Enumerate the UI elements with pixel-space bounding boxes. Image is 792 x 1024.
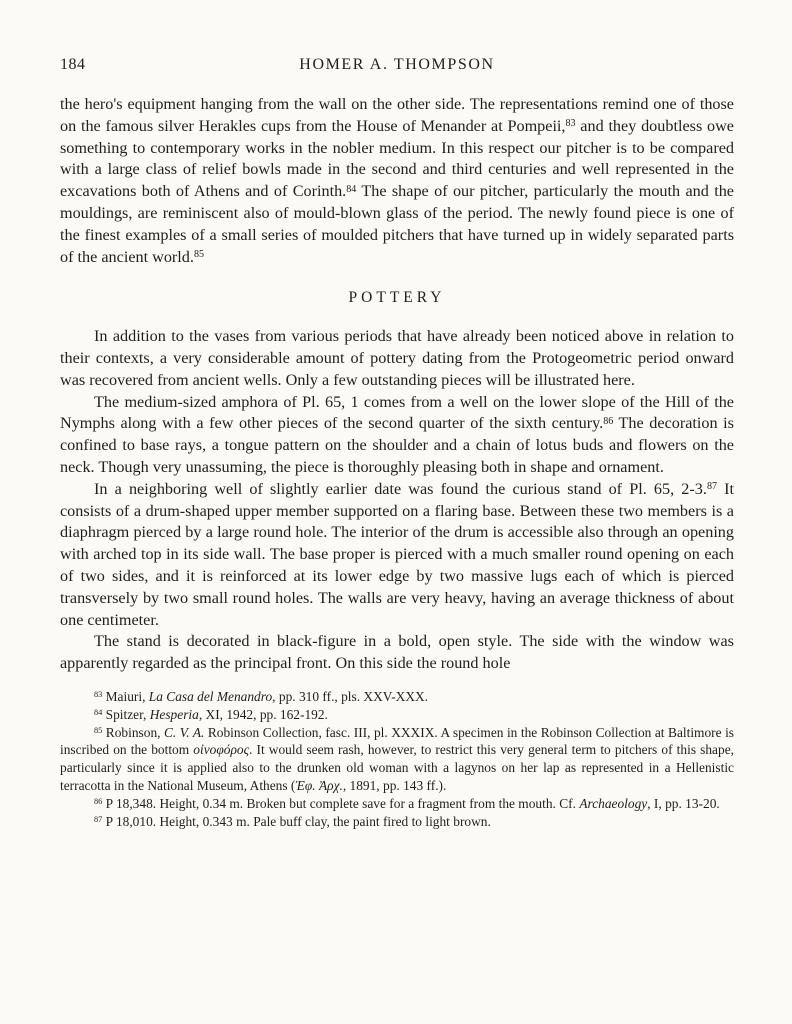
body-paragraph-5 (60, 631, 734, 675)
body-paragraph-1 (60, 94, 734, 268)
text-run: the hero's equipment hanging from the wall on the other side. The representations remind one of those on the famous silver Herakles cups from the House of Menander at Pompeii, (60, 95, 734, 135)
footnote-number-86: 86 (94, 796, 103, 806)
footnote-86 (60, 795, 734, 813)
text-run: Robinson, (102, 724, 164, 740)
text-run: , 1891, pp. 143 ff.). (342, 777, 447, 793)
text-run: Spitzer, (102, 706, 150, 722)
text-run: Robinson Collection, fasc. III, pl. XXXIX. A specimen in the Robinson Collection at Baltimore is inscribed on the bottom (60, 724, 735, 758)
footnotes-section (60, 688, 734, 830)
greek-journal-abbrev: Ἐφ. Ἀρχ. (295, 777, 343, 793)
text-run: , XI, 1942, pp. 162-192. (198, 706, 328, 722)
text-run: The shape of our pitcher, particularly the mouth and the mouldings, are reminiscent also of mould-blown glass of the period. The newly found piece is one of the finest examples of a small series of moulded pitchers that have turned up in widely separated parts of the ancient world. (60, 182, 734, 266)
text-run: In a neighboring well of slightly earlier date was found the curious stand of Pl. 65, 2-3. (94, 479, 707, 498)
italic-title: C. V. A. (163, 724, 205, 740)
footnote-number-83: 83 (94, 690, 103, 700)
footnote-83 (60, 688, 734, 706)
text-run: The medium-sized amphora of Pl. 65, 1 comes from a well on the lower slope of the Hill of the Nymphs along with a few other pieces of the second quarter of the sixth century. (60, 392, 734, 433)
article-body (60, 94, 734, 675)
text-run: The decoration is confined to base rays, a tongue pattern on the shoulder and a chain of lotus buds and flowers on the neck. Though very unassuming, the piece is thoroughly pleasing both in shape and ornament. (60, 414, 734, 476)
section-heading: POTTERY (348, 289, 446, 307)
text-run: P 18,348. Height, 0.34 m. Broken but complete save for a fragment from the mouth. Cf. (102, 795, 580, 811)
footnote-marker-83: 83 (565, 118, 576, 130)
italic-title: La Casa del Menandro (148, 688, 273, 704)
footnote-marker-87: 87 (706, 481, 717, 493)
footnote-number-85: 85 (94, 725, 103, 735)
page-header (60, 56, 734, 74)
text-run: In addition to the vases from various periods that have already been noticed above in relation to their contexts, a very considerable amount of pottery dating from the Protogeometric period onward was recovered from ancient wells. Only a few outstanding pieces will be illustrated here. (60, 327, 734, 389)
italic-title: Archaeology (579, 795, 648, 811)
text-run: , pp. 310 ff., pls. XXV-XXX. (272, 688, 429, 704)
footnote-marker-85: 85 (193, 249, 204, 261)
footnote-number-84: 84 (94, 707, 103, 717)
italic-title: Hesperia (149, 706, 199, 722)
body-paragraph-2 (60, 326, 734, 391)
footnote-marker-86: 86 (603, 415, 614, 427)
footnote-number-87: 87 (94, 814, 103, 824)
text-run: P 18,010. Height, 0.343 m. Pale buff clay, the paint fired to light brown. (102, 813, 491, 829)
text-run: Maiuri, (102, 688, 149, 704)
text-run: It consists of a drum-shaped upper member supported on a flaring base. Between these two members is a diaphragm pierced by a large round hole. The interior of the drum is accessible also through an opening with arched top in its side wall. The base proper is pierced with a much smaller round opening on each of two sides, and it is reinforced at its lower edge by two massive lugs each of which is pierced transversely by two small round holes. The walls are very heavy, having an average thickness of about one centimeter. (60, 479, 735, 629)
body-paragraph-4 (60, 479, 734, 632)
footnote-84 (60, 706, 734, 724)
text-run: The stand is decorated in black-figure in a bold, open style. The side with the window was apparently regarded as the principal front. On this side the round hole (60, 632, 734, 673)
footnote-87 (60, 813, 734, 831)
text-run: and they doubtless owe something to contemporary works in the nobler medium. In this respect our pitcher is to be compared with a large class of relief bowls made in the second and third centuries and well represented in the excavations both of Athens and of Corinth. (60, 116, 734, 201)
running-head: HOMER A. THOMPSON (299, 56, 495, 73)
text-run: , I, pp. 13-20. (647, 795, 720, 811)
text-run: . It would seem rash, however, to restrict this very general term to pitchers of this shape, particularly since it is applied also to the drunken old woman with a lagynos on her lap as represented in a Hellenistic terracotta in the National Museum, Athens ( (60, 742, 734, 793)
footnote-marker-84: 84 (346, 183, 357, 195)
page-number: 184 (60, 56, 86, 73)
greek-term: οἰνοφόρος (193, 742, 250, 758)
body-paragraph-3 (60, 392, 734, 479)
footnote-85 (60, 724, 734, 795)
